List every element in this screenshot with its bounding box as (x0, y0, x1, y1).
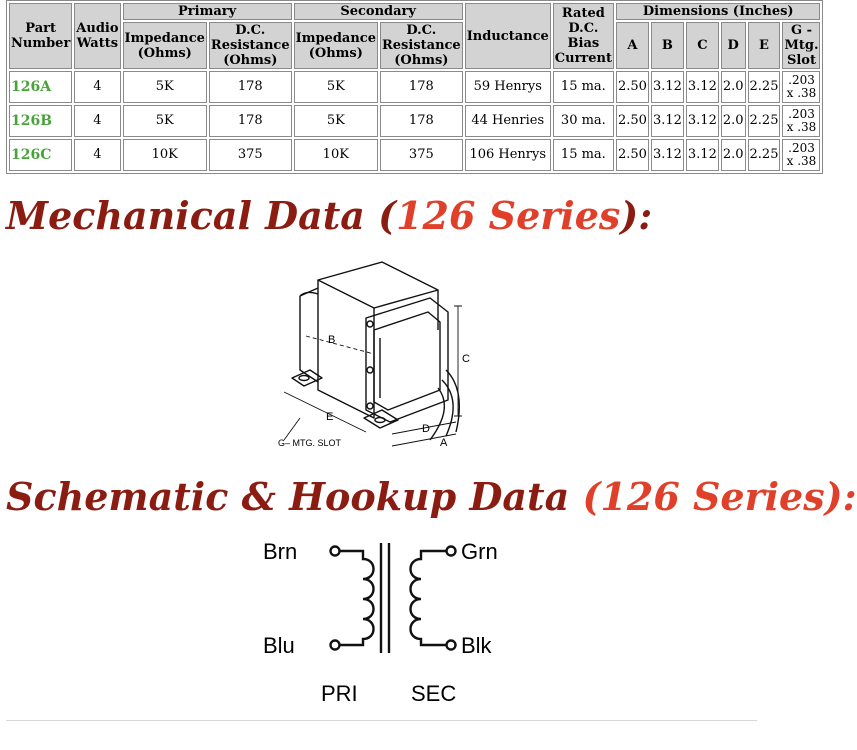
part-number-cell[interactable]: 126B (9, 105, 72, 137)
dim-g-cell: .203 x .38 (782, 71, 820, 103)
inductance-cell: 44 Henries (465, 105, 551, 137)
header-inductance: Inductance (465, 3, 551, 69)
audio-watts-cell: 4 (74, 139, 120, 171)
dim-label-slot: G– MTG. SLOT (278, 438, 342, 448)
primary-impedance-cell: 5K (123, 105, 207, 137)
secondary-impedance-cell: 5K (294, 71, 378, 103)
mechanical-heading-main: Mechanical Data ( (6, 193, 397, 238)
header-primary: Primary (123, 3, 292, 20)
header-dim-c: C (686, 22, 719, 69)
dim-a-cell: 2.50 (616, 105, 649, 137)
bias-current-cell: 15 ma. (553, 139, 614, 171)
dim-c-cell: 3.12 (686, 139, 719, 171)
secondary-resistance-cell: 178 (380, 105, 463, 137)
part-number-cell[interactable]: 126A (9, 71, 72, 103)
transformer-drawing (270, 250, 490, 460)
dim-c-cell: 3.12 (686, 71, 719, 103)
primary-resistance-cell: 375 (209, 139, 292, 171)
primary-resistance-cell: 178 (209, 71, 292, 103)
dim-a-cell: 2.50 (616, 139, 649, 171)
mechanical-heading-tail: ): (620, 193, 653, 238)
specs-table (6, 0, 823, 174)
mechanical-data-heading (6, 193, 652, 238)
lead-label-grn: Grn (461, 539, 498, 564)
dim-label-a: A (440, 437, 448, 449)
header-audio-watts: Audio Watts (74, 3, 120, 69)
bias-current-cell: 15 ma. (553, 71, 614, 103)
header-rated-bias: Rated D.C. Bias Current (553, 3, 614, 69)
dim-e-cell: 2.25 (748, 139, 781, 171)
lead-label-brn: Brn (263, 539, 298, 564)
table-row (9, 71, 820, 103)
lead-label-blk: Blk (461, 633, 492, 658)
bias-current-cell: 30 ma. (553, 105, 614, 137)
dim-label-d: D (422, 423, 430, 435)
dim-label-b: B (328, 334, 336, 346)
dim-g-cell: .203 x .38 (782, 139, 820, 171)
lead-label-blu: Blu (263, 633, 295, 658)
header-dim-g: G - Mtg. Slot (784, 23, 819, 68)
dim-c-cell: 3.12 (686, 105, 719, 137)
dim-g-cell: .203 x .38 (782, 105, 820, 137)
terminal-blu (331, 641, 340, 650)
primary-impedance-cell: 5K (123, 71, 207, 103)
table-row (9, 139, 820, 171)
secondary-resistance-cell: 178 (380, 71, 463, 103)
dim-e-cell: 2.25 (748, 105, 781, 137)
dim-a-cell: 2.50 (616, 71, 649, 103)
schematic-heading-main: Schematic & Hookup Data (6, 474, 583, 519)
secondary-winding (411, 551, 447, 645)
sec-label: SEC (411, 681, 457, 706)
primary-winding (340, 551, 374, 645)
secondary-impedance-cell: 5K (294, 105, 378, 137)
header-primary-resistance: D.C. Resistance (Ohms) (210, 23, 290, 68)
header-secondary: Secondary (294, 3, 463, 20)
header-dim-d: D (721, 22, 746, 69)
header-dim-a: A (616, 22, 649, 69)
dim-b-cell: 3.12 (651, 71, 684, 103)
inductance-cell: 59 Henrys (465, 71, 551, 103)
primary-impedance-cell: 10K (123, 139, 207, 171)
primary-resistance-cell: 178 (209, 105, 292, 137)
dim-d-cell: 2.0 (721, 105, 746, 137)
mechanical-heading-accent: 126 Series (396, 193, 621, 238)
dim-d-cell: 2.0 (721, 71, 746, 103)
header-primary-impedance: Impedance (Ohms) (123, 22, 207, 69)
inductance-cell: 106 Henrys (465, 139, 551, 171)
dim-e-cell: 2.25 (748, 71, 781, 103)
audio-watts-cell: 4 (74, 105, 120, 137)
dim-b-cell: 3.12 (651, 105, 684, 137)
header-secondary-resistance: D.C. Resistance (Ohms) (381, 23, 461, 68)
audio-watts-cell: 4 (74, 71, 120, 103)
header-dim-b: B (651, 22, 684, 69)
secondary-impedance-cell: 10K (294, 139, 378, 171)
dim-d-cell: 2.0 (721, 139, 746, 171)
header-dim-e: E (748, 22, 781, 69)
core-lines (381, 543, 389, 653)
terminal-blk (447, 641, 456, 650)
header-part-number: Part Number (9, 3, 72, 69)
part-number-cell[interactable]: 126C (9, 139, 72, 171)
pri-label: PRI (321, 681, 358, 706)
schematic-heading-accent: (126 Series): (582, 474, 857, 519)
header-dimensions: Dimensions (Inches) (616, 3, 821, 20)
dim-label-e: E (326, 411, 334, 423)
header-secondary-impedance: Impedance (Ohms) (294, 22, 378, 69)
dim-label-c: C (462, 353, 470, 365)
terminal-grn (447, 547, 456, 556)
secondary-resistance-cell: 375 (380, 139, 463, 171)
dim-b-cell: 3.12 (651, 139, 684, 171)
bottom-divider (6, 720, 757, 721)
table-row (9, 105, 820, 137)
terminal-brn (331, 547, 340, 556)
schematic-diagram (255, 535, 515, 710)
schematic-data-heading (6, 474, 857, 519)
